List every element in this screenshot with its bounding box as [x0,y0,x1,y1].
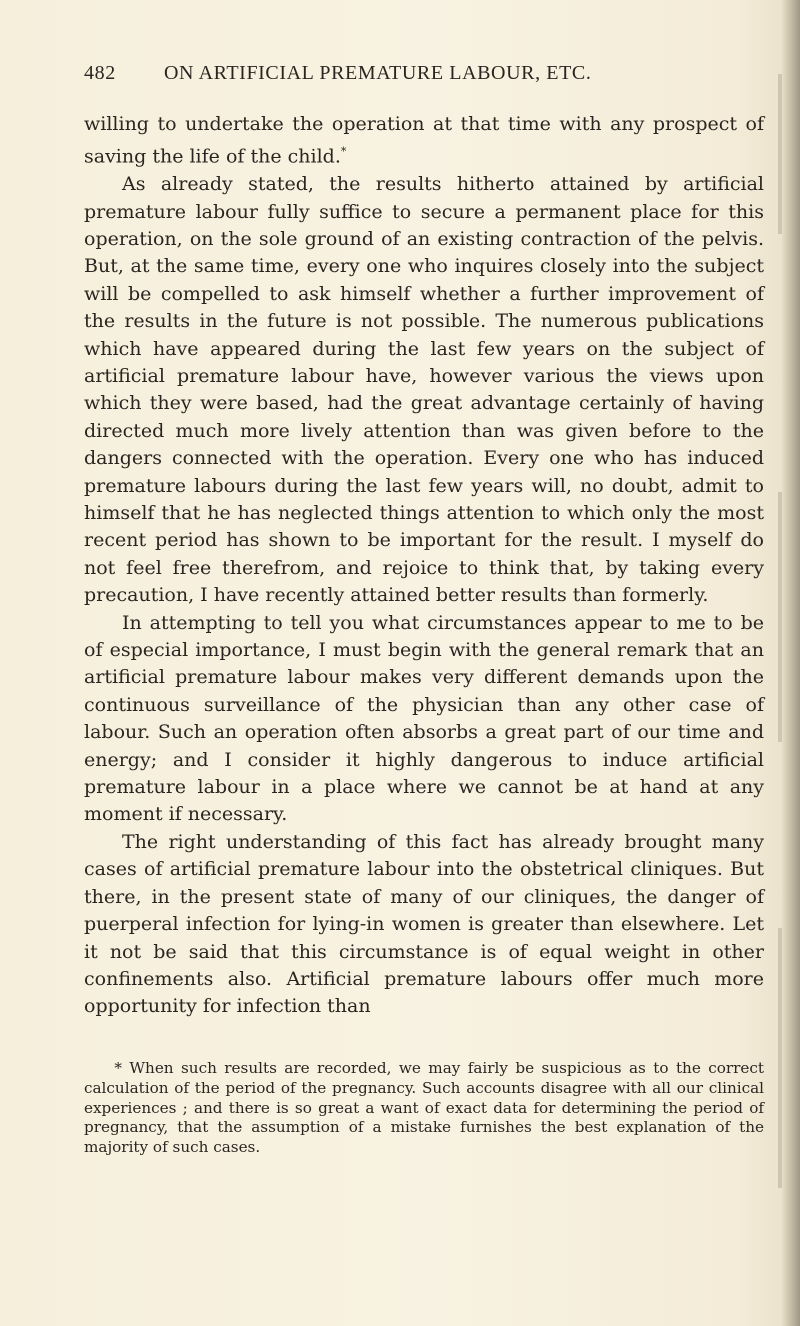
running-title: ON ARTIFICIAL PREMATURE LABOUR, ETC. [164,62,592,84]
page-number: 482 [84,62,116,84]
running-header [84,62,644,98]
paragraph-1-text: willing to undertake the operation at that time with any prospect of saving the life of the child. [84,113,764,168]
footnote-reference: * [340,145,347,159]
page-edge-shadow [782,0,800,1326]
footnote-text: When such results are recorded, we may fairly be suspicious as to the correct calculation of the period of the pregnancy. Such accounts disagree with all our clinical experiences ; and there is so great a want of exact data for determining the period of pregnancy, that the assumption of a mistake furnishes the best explanation of the majority of such cases. [84,1059,765,1157]
page-edge-mark [778,492,782,742]
main-text [84,111,764,1021]
paragraph-2: As already stated, the results hitherto attained by artificial premature labour fully suffice to secure a permanent place for this operation, on the sole ground of an existing contraction of the pelvis. But, at the same time, every one who inquires closely into the subject will be compelled to ask himself whether a further improvement of the results in the future is not possible. The numerous publications which have appeared during the last few years on the subject of artificial premature labour have, however various the views upon which they were based, had the great advantage certainly of having directed much more lively attention than was given before to the dangers connected with the operation. Every one who has induced premature labours during the last few years will, no doubt, admit to himself that he has neglected things attention to which only the most recent period has shown to be important for the result. I myself do not feel free therefrom, and rejoice to think that, by taking every precaution, I have recently attained better results than formerly. [84,173,764,607]
paragraph-4: The right understanding of this fact has already brought many cases of artificial premature labour into the obstetrical cliniques. But there, in the present state of many of our cliniques, the danger of puerperal infection for lying-in women is greater than elsewhere. Let it not be said that this circumstance is of equal weight in other confinements also. Artificial premature labours offer much more opportunity for infection than [84,830,764,1018]
footnote [84,1059,764,1158]
paragraph-3: In attempting to tell you what circumstances appear to me to be of especial importance, I must begin with the general remark that an artificial premature labour makes very different demands upon the continuous surveillance of the physician than any other case of labour. Such an operation often absorbs a great part of our time and energy; and I consider it highly dangerous to induce artificial premature labour in a place where we cannot be at hand at any moment if necessary. [84,611,764,826]
footnote-marker: * [114,1059,122,1077]
page-edge-mark [778,74,782,234]
paragraph-1 [84,111,764,171]
page-edge-mark [778,928,782,1188]
